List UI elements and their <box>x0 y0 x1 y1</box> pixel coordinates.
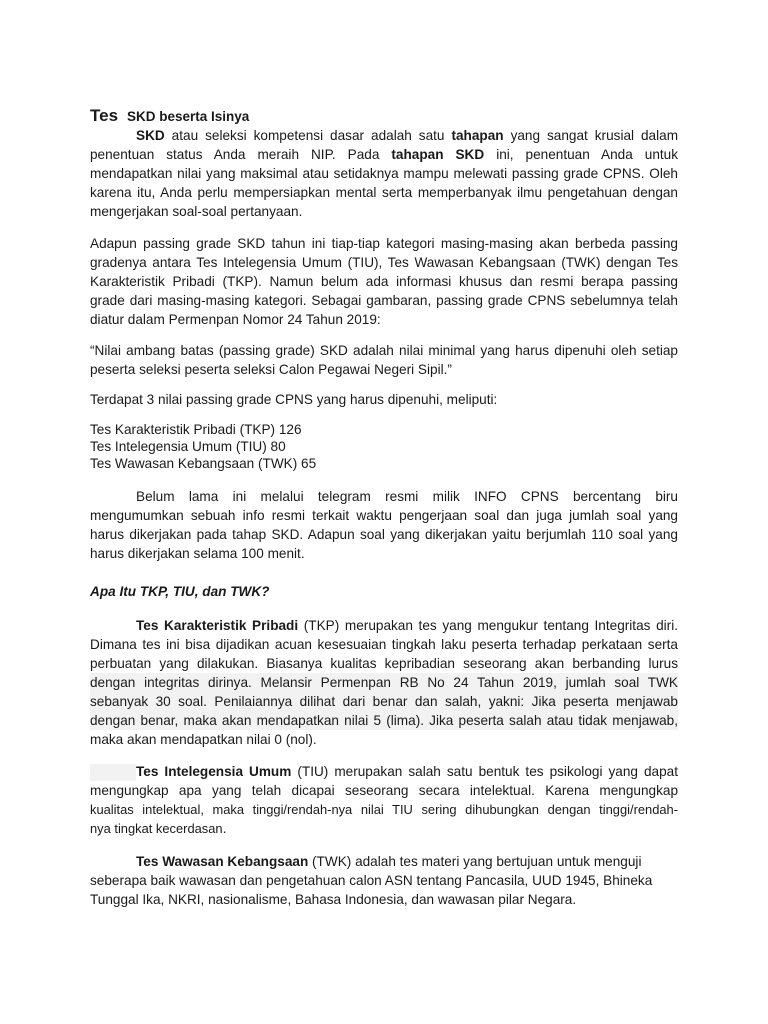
quote-line: “Nilai ambang batas (passing grade) SKD adalah nilai minimal yang harus dipenuhi oleh setiap <box>90 343 678 358</box>
twk-line: seberapa baik wawasan dan pengetahuan calon ASN tentang Pancasila, UUD 1945, Bhineka <box>90 873 653 888</box>
tkp-line: perbuatan yang dilakukan. Biasanya kualitas kepribadian seseorang akan berbanding lurus <box>90 656 678 671</box>
p3-line: mengumumkan sebuah info resmi terkait waktu pengerjaan soal dan juga jumlah soal yang <box>90 508 678 523</box>
title-rest: SKD beserta Isinya <box>126 109 250 124</box>
p1-text-a: atau seleksi kompetensi dasar adalah satu <box>171 128 445 143</box>
quote-paragraph <box>90 341 678 379</box>
tiu-line: (TIU) merupakan salah satu bentuk tes psikologi yang dapat <box>297 764 678 779</box>
p1-text-d: ini, penentuan Anda untuk <box>496 147 678 162</box>
tkp-line: Dimana tes ini bisa dijadikan acuan kesesuaian tingkah laku peserta terhadap perkataan serta <box>90 637 678 652</box>
tkp-line: (TKP) merupakan tes yang mengukur tentang Integritas diri. <box>303 618 678 633</box>
quote-line: peserta seleksi peserta seleksi Calon Pegawai Negeri Sipil.” <box>90 362 452 377</box>
grade-item-tiu: Tes Intelegensia Umum (TIU) 80 <box>90 439 286 454</box>
tkp-line: dengan integritas dirinya. Melansir Permenpan RB No 24 Tahun 2019, jumlah soal TWK <box>90 675 678 690</box>
p1-line-4: karena itu, Anda perlu mempersiapkan mental serta memperbanyak ilmu pengetahuan dengan <box>90 185 678 200</box>
paragraph-tkp <box>90 616 678 749</box>
tkp-line: dengan benar, maka akan mendapatkan nilai 5 (lima). Jika peserta salah atau tidak menjawab, <box>90 713 678 728</box>
p3-line: Belum lama ini melalui telegram resmi milik INFO CPNS bercentang biru <box>136 489 678 504</box>
tkp-line: sebanyak 30 soal. Penilaiannya dilihat dari benar dan salah, yakni: Jika peserta menjawab <box>90 694 678 709</box>
paragraph-tiu <box>90 762 678 838</box>
term-twk: Tes Wawasan Kebangsaan <box>136 854 309 869</box>
p2-line: Adapun passing grade SKD tahun ini tiap-tiap kategori masing-masing akan berbeda passing <box>90 236 678 251</box>
term-skd: SKD <box>136 128 165 143</box>
grade-item-tkp: Tes Karakteristik Pribadi (TKP) 126 <box>90 422 302 437</box>
section-heading: Apa Itu TKP, TIU, dan TWK? <box>90 584 270 599</box>
p1-text-c: penentuan status Anda meraih NIP. Pada <box>90 147 380 162</box>
tiu-period: . <box>222 820 227 836</box>
tiu-line: kualitas intelektual, maka tinggi/rendah-nya nilai TIU sering dihubungkan dengan tinggi/rendah- <box>90 802 678 817</box>
p3-line: harus dikerjakan pada tahap SKD. Adapun soal yang dikerjakan yaitu berjumlah 110 soal yang <box>90 527 678 542</box>
p2-line: grade dari masing-masing kategori. Sebagai gambaran, passing grade CPNS sebelumnya telah <box>90 293 678 308</box>
grade-list <box>90 421 678 472</box>
p2-line: diatur dalam Permenpan Nomor 24 Tahun 2019: <box>90 312 381 327</box>
paragraph-twk <box>90 852 678 909</box>
list-intro <box>90 390 678 409</box>
document-title <box>90 92 249 129</box>
tkp-line: maka akan mendapatkan nilai 0 (nol). <box>90 732 317 747</box>
paragraph-skd-intro <box>90 126 678 221</box>
list-intro-text: Terdapat 3 nilai passing grade CPNS yang harus dipenuhi, meliputi: <box>90 392 498 407</box>
paragraph-telegram <box>90 487 678 563</box>
p1-text-b: yang sangat krusial dalam <box>510 128 678 143</box>
twk-line: (TWK) adalah tes materi yang bertujuan untuk menguji <box>312 854 642 869</box>
term-tkp: Tes Karakteristik Pribadi <box>136 618 299 633</box>
term-tahapan-skd: tahapan SKD <box>391 147 485 162</box>
tiu-line: mengungkap apa yang telah dicapai seseorang secara intelektual. Karena mengungkap <box>90 783 678 798</box>
tiu-line: nya tingkat kecerdasan <box>90 821 223 836</box>
grade-item-twk: Tes Wawasan Kebangsaan (TWK) 65 <box>90 456 317 471</box>
term-tahapan: tahapan <box>451 128 504 143</box>
p1-line-3: mendapatkan nilai yang maksimal atau setidaknya mampu melewati passing grade CPNS. Oleh <box>90 166 678 181</box>
paragraph-passing-grade <box>90 234 678 329</box>
p1-line-5: mengerjakan soal-soal pertanyaan. <box>90 204 303 219</box>
p2-line: Karakteristik Pribadi (TKP). Namun belum ada informasi khusus dan resmi berapa passing <box>90 274 678 289</box>
title-tes: Tes <box>90 106 119 125</box>
term-tiu: Tes Intelegensia Umum <box>136 764 292 779</box>
twk-line: Tunggal Ika, NKRI, nasionalisme, Bahasa Indonesia, dan wawasan pilar Negara. <box>90 892 577 907</box>
p3-line: harus dikerjakan selama 100 menit. <box>90 546 305 561</box>
p2-line: gradenya antara Tes Intelegensia Umum (TIU), Tes Wawasan Kebangsaan (TWK) dengan Tes <box>90 255 678 270</box>
